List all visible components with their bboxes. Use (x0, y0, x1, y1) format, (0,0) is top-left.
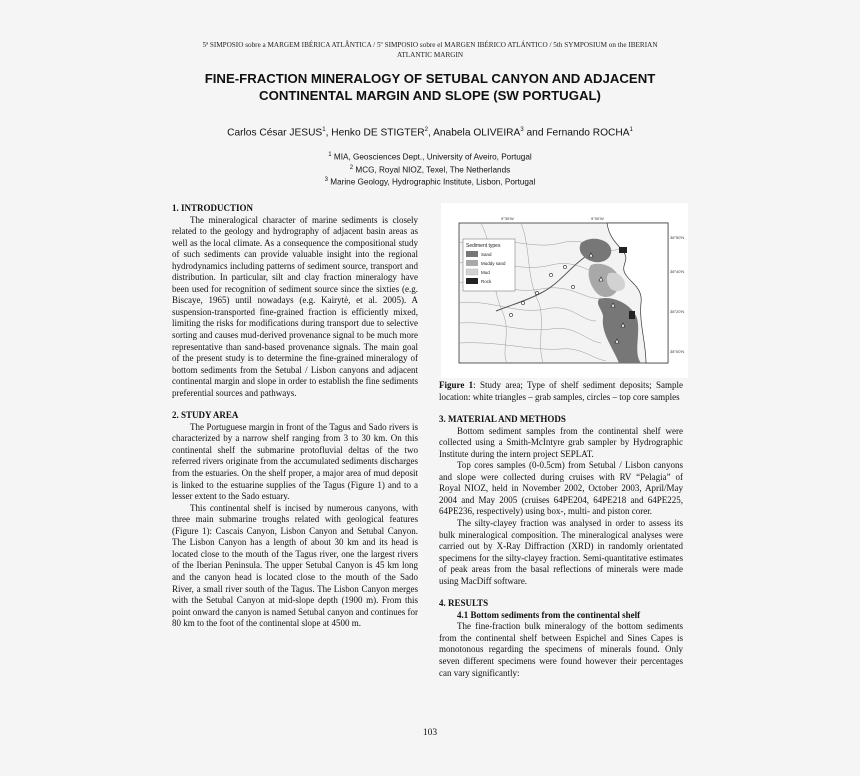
author-2-affil: 2 (424, 127, 428, 133)
lat-label-1: 38°50'N (670, 235, 685, 240)
map-legend (463, 239, 515, 291)
left-column (172, 203, 418, 630)
results-paragraph-1: The fine-fraction bulk mineralogy of the bottom sediments from the continental shelf between Espichel and Sines Capes is monotonous regarding the specimens of minerals found. Only seven different specimens were found however their percentages can vary significantly: (439, 621, 683, 678)
figure-1-caption (439, 380, 683, 403)
rock-outcrop-2 (629, 311, 635, 319)
affiliations (120, 150, 740, 188)
study-area-map (441, 203, 688, 378)
right-column (439, 380, 683, 679)
legend-title: Sediment types (466, 243, 501, 249)
author-2: , Henko DE STIGTER (325, 127, 425, 139)
section-heading-methods: 3. MATERIAL AND METHODS (439, 414, 566, 425)
running-header-line-2: ATLANTIC MARGIN (396, 50, 464, 59)
methods-paragraph-3: The silty-clayey fraction was analysed in order to assess its bulk mineralogical composition. The mineralogical analyses were carried out by X-Ray Diffraction (XRD) in randomly orientated specimens for the silty-clayey fraction. Semi-quantitative estimates of peak areas from the basal reflections of minerals were made using MacDiff software. (439, 518, 683, 586)
figure-1-map (441, 203, 688, 378)
author-1-affil: 1 (322, 127, 326, 133)
legend-swatch-sand (466, 251, 478, 257)
study-area-paragraph-1: The Portuguese margin in front of the Tagus and Sado rivers is characterized by a narrow shelf ranging from 3 to 30 km. On this continental shelf the submarine protofluvial deltas of the two referred rivers originate from the accumulated sediments discharges from the estuaries. On the shelf proper, a major area of mud deposit is linked to the estuarine supplies of the Tagus (Figure 1) and to a lesser extent to the Sado estuary. (172, 421, 418, 502)
introduction-paragraph: The mineralogical character of marine sediments is closely related to the geology and hydrography of adjacent basin areas as well as the local climate. As a consequence the compositional study of such sediments can provide valuable insight into the regional hydrodynamics including patterns of sediment source, transport and distribution. In particular, silt and clay fraction mineralogy have been used for recognition of sediment source since the sixties (e.g. Biscaye, 1965) until nowadays (e.g. Kairytė, et al. 2005). A suspension-transported fine-grained fraction is efficiently mixed, limiting the risks for modifications during transport due to selective sorting and causes mud-derived provenance signal to be much more representative than sand-based provenance signals. The main goal of the present study is to determine the fine-grained mineralogy of bottom sediments from the Setubal / Lisbon canyons and adjacent continental margin and slope in order to establish the fine sediments preferential sources and pathways. (172, 214, 418, 398)
title-line-2: CONTINENTAL MARGIN AND SLOPE (SW PORTUGAL) (259, 88, 601, 103)
lat-label-2: 38°40'N (670, 269, 685, 274)
legend-label-sand: Sand (481, 252, 492, 257)
section-heading-introduction: 1. INTRODUCTION (172, 203, 254, 213)
lat-label-3: 38°20'N (670, 309, 685, 314)
affiliation-1: $^1$ MIA, Geosciences Dept., University of Aveiro, Portugal (328, 152, 532, 162)
running-header (150, 41, 710, 60)
lon-label-1: 9°30'W (501, 216, 514, 221)
author-4-affil: 1 (629, 127, 633, 133)
affiliation-3: $^3$ Marine Geology, Hydrographic Institute, Lisbon, Portugal (324, 177, 536, 188)
figure-1-label: Figure 1 (439, 380, 474, 390)
legend-swatch-muddy-sand (466, 260, 478, 266)
page-number: 103 (422, 728, 438, 738)
methods-paragraph-1: Bottom sediment samples from the continental shelf were collected using a Smith-McIntyre grab sampler by Hydrographic Institute during the intern project SEPLAT. (439, 425, 683, 459)
lat-label-4: 38°00'N (670, 349, 685, 354)
affiliation-2: $^2$ MCG, Royal NIOZ, Texel, The Netherlands (349, 164, 511, 175)
study-area-paragraph-2: This continental shelf is incised by numerous canyons, with three main submarine troughs related with geological features (Figure 1): Cascais Canyon, Lisbon Canyon and Setubal Canyon. The Lisbon Canyon has a length of about 30 km and its head is located close to the mouth of the Tagus river, one the largest rivers of the Iberian Peninsula. The upper Setubal Canyon is 45 km long and the canyon head is located close to the mouth of the Sado River, a small river south of the Tagus. The Lisbon Canyon merges with the Setubal Canyon at mid-slope depth (1900 m). From this point onward the canyon is named Setubal canyon and continues for 80 km to the foot of the continental slope at 4500 m. (172, 502, 418, 629)
methods-paragraph-2: Top cores samples (0-0.5cm) from Setubal / Lisbon canyons and slope were collected during cruises with RV “Pelagia” of Royal NIOZ, held in November 2002, October 2003, April/May 2004 and May 2005 (cruises 64PE204, 64PE218 and 64PE225, 64PE236, respectively) using box-, multi- and piston corer. (439, 460, 683, 517)
section-heading-results: 4. RESULTS (439, 598, 489, 609)
legend-label-mud: Mud (481, 270, 490, 275)
author-list (120, 127, 740, 138)
author-3-affil: 3 (520, 127, 524, 133)
author-4: and Fernando ROCHA (523, 127, 630, 139)
author-3: , Anabela OLIVEIRA (428, 127, 521, 139)
running-header-line-1: 5ª SIMPOSIO sobre a MARGEM IBÉRICA ATLÂNTICA / 5º SIMPOSIO sobre el MARGEN IBÉRICO ATLÁNTICO / 5th SYMPOSIUM on the IBERIAN (202, 41, 658, 49)
legend-swatch-rock (466, 278, 478, 284)
rock-outcrop (619, 247, 627, 253)
section-heading-study-area: 2. STUDY AREA (172, 410, 239, 421)
paper-title (120, 70, 740, 104)
author-1: Carlos César JESUS (227, 127, 323, 139)
legend-swatch-mud (466, 269, 478, 275)
lon-label-2: 9°00'W (591, 216, 604, 221)
subsection-heading-bottom-sediments: 4.1 Bottom sediments from the continental shelf (457, 609, 641, 620)
legend-label-muddy-sand: Muddy sand (481, 261, 506, 266)
title-line-1: FINE-FRACTION MINERALOGY OF SETUBAL CANYON AND ADJACENT (204, 71, 656, 86)
legend-label-rock: Rock (481, 279, 492, 284)
figure-1-caption-text: : Study area; Type of shelf sediment deposits; Sample location: white triangles – grab samples, circles – top core samples (439, 380, 683, 402)
